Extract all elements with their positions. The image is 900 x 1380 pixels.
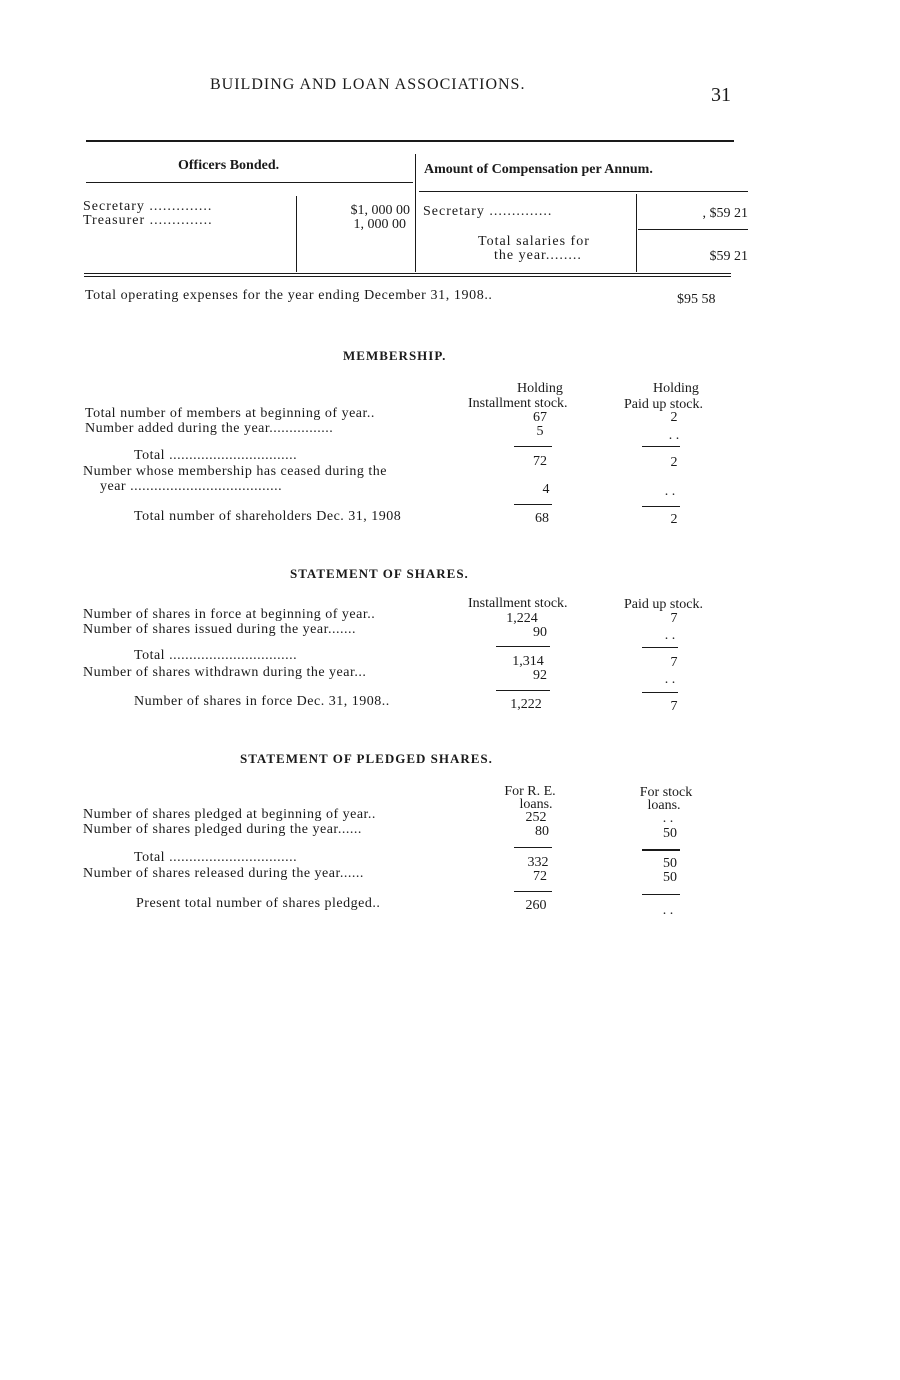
pledged-final-rule-c2 [642,894,680,895]
shares-row-inforce-c2: 7 [670,699,678,714]
membership-row-added-c1: 5 [536,424,544,439]
compensation-amount-divider [636,194,637,272]
shares-final-rule-c2 [642,692,678,693]
shares-row-inforce-label: Number of shares in force Dec. 31, 1908.. [134,694,390,709]
membership-row-beginning-c1: 67 [533,410,547,425]
pledged-final-rule-c1 [514,891,552,892]
membership-row-beginning-label: Total number of members at beginning of year.. [85,406,375,421]
pledged-title: STATEMENT OF PLEDGED SHARES. [240,751,493,766]
membership-row-total-c1: 72 [533,454,547,469]
bonded-row-secretary-label: Secretary .............. [83,199,213,214]
compensation-secretary-amount: , $59 21 [702,206,748,221]
pledged-row-beginning-label: Number of shares pledged at beginning of year.. [83,807,376,822]
shares-row-total-c2: 7 [670,655,678,670]
bonded-amount-divider [296,196,297,272]
membership-final-rule-c2 [642,506,680,507]
shares-row-beginning-label: Number of shares in force at beginning of year.. [83,607,376,622]
membership-total-rule-c2 [642,446,680,447]
shares-total-rule-c1 [496,646,550,647]
shares-row-issued-label: Number of shares issued during the year....... [83,622,356,637]
pledged-col1-header-2: loans. [519,797,553,812]
bonded-row-secretary-amount: $1, 000 00 [350,203,410,218]
shares-col2-header: Paid up stock. [624,597,703,612]
shares-row-withdrawn-c2: . . [664,672,676,687]
pledged-row-during-c2: 50 [663,826,677,841]
pledged-row-released-label: Number of shares released during the year...... [83,866,364,881]
pledged-row-released-c2: 50 [663,870,677,885]
membership-final-rule-c1 [514,504,552,505]
shares-title: STATEMENT OF SHARES. [290,566,469,581]
shares-row-withdrawn-c1: 92 [533,668,547,683]
membership-row-ceased-label-cont: year ...................................... [100,479,283,494]
pledged-row-during-label: Number of shares pledged during the year...... [83,822,362,837]
shares-row-beginning-c2: 7 [670,611,678,626]
pledged-col2-header-1: For stock [639,785,693,800]
membership-row-total-label: Total ................................ [134,448,298,463]
pledged-row-during-c1: 80 [535,824,549,839]
shares-row-issued-c1: 90 [533,625,547,640]
compensation-total-amount: $59 21 [709,249,748,264]
officers-bonded-heading: Officers Bonded. [178,158,280,173]
compensation-total-label-1: Total salaries for [478,234,590,249]
pledged-row-beginning-c2: . . [662,811,674,826]
table-bottom-rule-2 [84,276,731,277]
shares-row-inforce-c1: 1,222 [510,697,542,712]
table-bottom-rule-1 [84,273,731,274]
bonded-row-treasurer-label: Treasurer .............. [83,213,213,228]
shares-row-total-label: Total ................................ [134,648,298,663]
shares-final-rule-c1 [496,690,550,691]
membership-title: MEMBERSHIP. [343,348,447,363]
compensation-heading-rule [419,191,748,192]
pledged-col2-header-2: loans. [647,798,681,813]
membership-row-shareholders-c2: 2 [670,512,678,527]
membership-total-rule-c1 [514,446,552,447]
membership-row-shareholders-c1: 68 [535,511,549,526]
page-number: 31 [711,84,731,106]
pledged-row-present-label: Present total number of shares pledged.. [136,896,381,911]
pledged-total-rule-c2 [642,849,680,851]
membership-row-beginning-c2: 2 [670,410,678,425]
pledged-total-rule-c1 [514,847,552,848]
compensation-total-label-2: the year........ [494,248,582,263]
membership-col2-header-1: Holding [653,381,699,396]
operating-expenses-label: Total operating expenses for the year ending December 31, 1908.. [85,288,493,303]
pledged-row-present-c2: . . [662,903,674,918]
membership-row-added-label: Number added during the year................ [85,421,334,436]
bonded-row-treasurer-amount: 1, 000 00 [353,217,406,232]
shares-total-rule-c2 [642,647,678,648]
table-center-divider [415,154,416,272]
table-top-rule [86,140,734,142]
compensation-subtotal-rule [638,229,748,230]
shares-row-total-c1: 1,314 [512,654,544,669]
compensation-heading: Amount of Compensation per Annum. [424,162,653,177]
membership-col2-header-2: Paid up stock. [624,397,703,412]
pledged-row-total-c1: 332 [527,855,549,870]
membership-col1-header-2: Installment stock. [468,396,568,411]
shares-row-issued-c2: . . [664,628,676,643]
operating-expenses-amount: $95 58 [677,292,716,307]
membership-row-shareholders-label: Total number of shareholders Dec. 31, 1908 [134,509,402,524]
membership-col1-header-1: Holding [517,381,563,396]
membership-row-ceased-c2: . . [664,484,676,499]
membership-row-ceased-c1: 4 [542,482,550,497]
pledged-row-total-c2: 50 [663,856,677,871]
shares-row-withdrawn-label: Number of shares withdrawn during the year... [83,665,367,680]
membership-row-total-c2: 2 [670,455,678,470]
bonded-heading-rule [86,182,413,183]
pledged-row-released-c1: 72 [533,869,547,884]
pledged-row-beginning-c1: 252 [525,810,547,825]
pledged-row-total-label: Total ................................ [134,850,298,865]
membership-row-ceased-label: Number whose membership has ceased during the [83,464,387,479]
running-header: BUILDING AND LOAN ASSOCIATIONS. [210,76,526,93]
shares-row-beginning-c1: 1,224 [506,611,538,626]
pledged-row-present-c1: 260 [525,898,547,913]
shares-col1-header: Installment stock. [468,596,568,611]
membership-row-added-c2: . . [668,428,680,443]
pledged-col1-header-1: For R. E. [504,784,556,799]
compensation-secretary-label: Secretary .............. [423,204,553,219]
